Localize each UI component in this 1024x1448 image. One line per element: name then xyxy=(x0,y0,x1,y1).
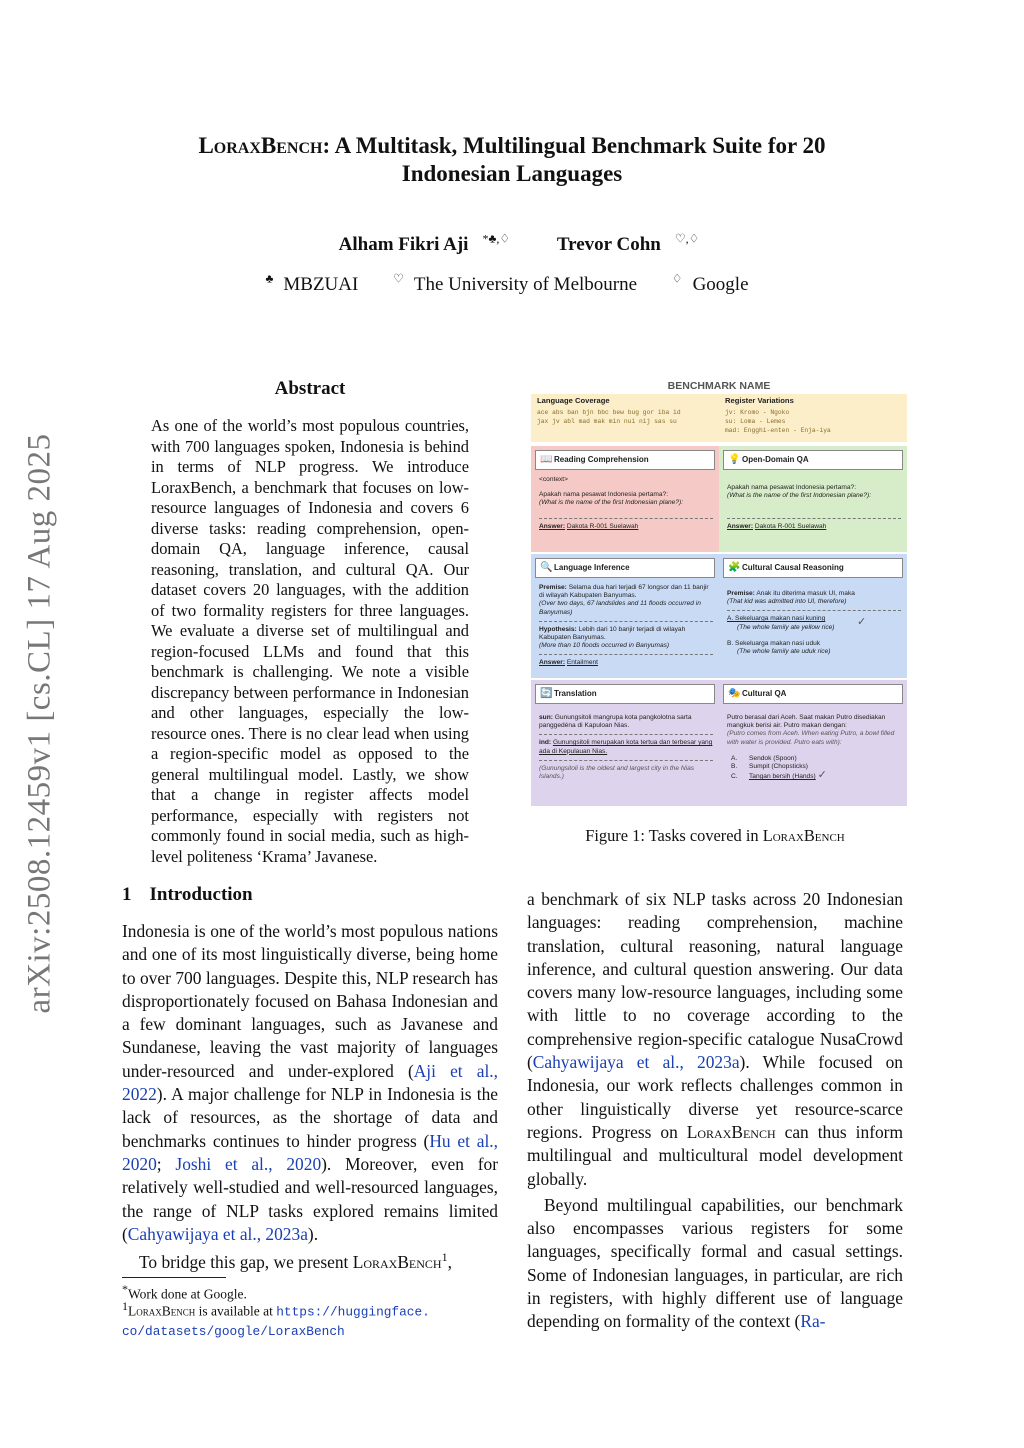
author-marks: ♡,♢ xyxy=(674,232,700,246)
puzzle-icon: 🧩 xyxy=(728,562,741,573)
footnote-text: Work done at Google. xyxy=(128,1286,247,1302)
footnote-mark: 1 xyxy=(122,1299,128,1313)
paper-title xyxy=(120,132,904,188)
arxiv-side-label: arXiv:2508.12459v1 [cs.CL] 17 Aug 2025 xyxy=(21,433,58,1014)
language-inference-title: Language Inference xyxy=(554,563,630,572)
li-premise: Selama dua hari terjadi 67 longsor dan 11 banjir di wilayah Kabupaten Banyumas. xyxy=(539,584,709,600)
cultural-causal-reasoning-panel xyxy=(719,554,907,678)
translation-title: Translation xyxy=(554,689,597,698)
affiliation xyxy=(672,274,759,295)
affiliation-name: Google xyxy=(692,274,749,296)
magnifier-icon: 🔍 xyxy=(540,562,553,573)
dataset-url-link[interactable]: https://huggingface. xyxy=(276,1304,430,1320)
intro-right-column xyxy=(527,888,903,1334)
cqa-option-value: Sumpit (Chopsticks) xyxy=(749,763,808,771)
book-icon: 📖 xyxy=(540,454,553,465)
li-answer-label: Answer: xyxy=(539,659,566,667)
text-run: ). Moreover, even for relatively well-studied and well-resourced languages, the range of NLP tasks explored remains limited ( xyxy=(122,1153,498,1244)
cqa-option-key: C. xyxy=(731,773,738,781)
abstract-text: As one of the world’s most populous countries, with 700 languages spoken, Indonesia is behind in terms of NLP progress. We introduce LoraxBench, a benchmark that focuses on low-resource languages of Indonesia and covers 6 diverse tasks: reading comprehension, open-domain QA, language inference, causal reasoning, translation, and cultural QA. Our dataset covers 20 languages, with the addition of two formality registers for three languages. We evaluate a diverse set of multilingual and region-focused LLMs and found that this benchmark is challenging. We note a visible discrepancy between performance in Indonesian and other languages, especially the low-resource ones. There is no clear lead when using a region-specific model as opposed to the general multilingual model. Lastly, we show that a change in register affects model performance, especially with registers not commonly found in social media, such as high-level politeness ‘Krama’ Javanese. xyxy=(151,416,469,866)
tr-ind: Gunungsitoli merupakan kota tertua dan terbesar yang ada di Kepulauan Nias. xyxy=(539,739,713,755)
intro-paragraph-2 xyxy=(122,1246,498,1274)
caption-text: Figure 1: Tasks covered in xyxy=(585,826,763,845)
rc-answer-label: Answer: xyxy=(539,522,566,530)
title-line-2: Indonesian Languages xyxy=(401,161,623,186)
coverage-line-1: ace abs ban bjn bbc bew bug gor iba id xyxy=(537,409,681,417)
affiliation xyxy=(266,274,369,295)
rc-question-en: (What is the name of the first Indonesian plane?): xyxy=(539,499,684,507)
affiliation-name: MBZUAI xyxy=(283,274,359,296)
tr-sun-label: sun: xyxy=(539,714,553,721)
open-domain-qa-header xyxy=(723,450,903,470)
tr-sun: Gunungsitoli mangrupa kota pangkolotna sarta panggedéna di Kapuloan Nias. xyxy=(539,714,692,730)
section-heading xyxy=(122,884,253,906)
author-list xyxy=(0,232,1024,256)
cultural-qa-panel xyxy=(719,680,907,806)
open-domain-qa-title: Open-Domain QA xyxy=(742,455,809,464)
text-run: ). xyxy=(307,1223,319,1244)
benchmark-name: LoraxBench xyxy=(128,1303,196,1319)
section-number: 1 xyxy=(122,884,132,905)
translation-panel xyxy=(531,680,719,806)
text-run: Indonesia is one of the world’s most populous nations and one of its most linguistically diverse, being home to over 700 languages. Despite this, NLP research has disproportionately focused on Bahasa Indonesian and a few dominant languages, such as Javanese and Sundanese, leaving the vast majority of languages under-resourced and under-explored ( xyxy=(122,921,498,1081)
intro-left-column xyxy=(122,920,498,1274)
affiliation-mark: ♢ xyxy=(671,272,683,286)
affiliation-mark: ♡ xyxy=(393,272,404,286)
cultural-qa-header xyxy=(723,684,903,704)
cultural-qa-title: Cultural QA xyxy=(742,689,787,698)
author xyxy=(543,234,700,255)
swap-icon: 🔄 xyxy=(540,688,553,699)
author-marks: *♣,♢ xyxy=(482,232,511,246)
li-answer: Entailment xyxy=(566,659,599,667)
coverage-title: Language Coverage xyxy=(537,396,610,405)
rc-answer: Dakota R-001 Suelawah xyxy=(566,522,639,530)
language-inference-panel xyxy=(531,554,719,678)
footnote-text: is available at xyxy=(195,1303,277,1319)
rc-context: <context> xyxy=(539,476,568,483)
language-coverage-panel xyxy=(531,394,719,442)
intro-paragraph-3 xyxy=(527,888,903,1191)
affiliation-name: The University of Melbourne xyxy=(413,274,638,296)
cqa-option-value: Sendok (Spoon) xyxy=(749,754,797,762)
language-inference-header xyxy=(535,558,715,578)
cqa-option-value: Tangan bersih (Hands) xyxy=(749,773,816,781)
cqa-option xyxy=(727,755,901,763)
author xyxy=(325,234,510,255)
li-hypothesis-label: Hypothesis: xyxy=(539,625,577,633)
figure-caption xyxy=(527,826,903,846)
li-premise-label: Premise: xyxy=(539,584,567,591)
open-domain-qa-panel xyxy=(719,446,907,552)
ccr-premise-en: (That kid was admitted into UI, therefore) xyxy=(727,598,847,606)
citation-link[interactable]: Cahyawijaya et al., 2023a xyxy=(532,1052,740,1073)
citation-link[interactable]: Hu et al., 2020 xyxy=(122,1130,498,1174)
affiliation-list xyxy=(0,272,1024,296)
cqa-question: Putro berasal dari Aceh. Saat makan Putro disediakan mangkuk berisi air. Putro makan dengan: xyxy=(727,714,886,730)
citation-link[interactable]: Joshi et al., 2020 xyxy=(175,1153,322,1174)
footnote-marker[interactable]: 1 xyxy=(441,1250,448,1265)
text-run: ). A major challenge for NLP in Indonesia is the lack of resources, as the shortage of data and benchmarks continues to hinder progress ( xyxy=(122,1084,498,1151)
text-run: , xyxy=(447,1251,452,1272)
tr-ind-label: ind: xyxy=(539,739,552,747)
affiliation-mark: ♣ xyxy=(265,272,274,286)
section-title: Introduction xyxy=(149,884,253,905)
translation-header xyxy=(535,684,715,704)
citation-link[interactable]: Ra- xyxy=(800,1311,826,1332)
li-hypothesis-en: (More than 10 floods occurred in Banyumas) xyxy=(539,642,670,650)
text-run: ). While focused on Indonesia, our work reflects challenges common in other linguistically diverse yet resource-scarce regions. Progress on xyxy=(527,1052,903,1142)
tr-en: (Gunungsitoli is the oldest and largest city in the Nias Islands.) xyxy=(539,764,695,781)
lightbulb-icon: 💡 xyxy=(728,454,741,465)
odqa-answer: Dakota R-001 Suelawah xyxy=(754,523,827,531)
footnote-rule xyxy=(122,1277,226,1278)
odqa-question: Apakah nama pesawat Indonesia pertama?: xyxy=(727,484,857,491)
cqa-option-key: A. xyxy=(731,754,738,762)
odqa-question-en: (What is the name of the first Indonesian plane?): xyxy=(727,492,872,500)
reading-comprehension-title: Reading Comprehension xyxy=(554,455,649,464)
li-hypothesis: Lebih dari 10 banjir terjadi di wilayah Kabupaten Banyumas. xyxy=(539,625,686,642)
citation-link[interactable]: Cahyawijaya et al., 2023a xyxy=(127,1223,308,1244)
checkmark-icon: ✓ xyxy=(857,615,867,628)
li-premise-en: (Over two days, 67 landslides and 11 floods occurred in Banyumas) xyxy=(539,600,701,616)
text-run: To bridge this gap, we present xyxy=(139,1251,353,1272)
ccr-option-a-en: (The whole family ate yellow rice) xyxy=(737,623,835,631)
reading-comprehension-panel xyxy=(531,446,719,552)
cqa-question-en: (Putro comes from Aceh. When eating Putro, a bowl filled with water is provided. Putro eats with): xyxy=(727,730,895,746)
citation-link[interactable]: Aji et al., 2022 xyxy=(122,1060,498,1105)
dataset-url-link[interactable]: co/datasets/google/LoraxBench xyxy=(122,1323,345,1339)
reading-comprehension-header xyxy=(535,450,715,470)
ccr-option-b: B. Sekeluarga makan nasi uduk xyxy=(727,639,821,647)
affiliation xyxy=(393,274,647,295)
rc-question: Apakah nama pesawat Indonesia pertama?: xyxy=(539,491,669,499)
ccr-option-a: A. Sekeluarga makan nasi kuning xyxy=(727,615,826,623)
text-run: can thus inform multilingual and multicultural model development globally. xyxy=(527,1121,903,1189)
ccr-premise-label: Premise: xyxy=(727,590,755,597)
text-run: a benchmark of six NLP tasks across 20 Indonesian languages: reading comprehension, machine translation, cultural reasoning, natural language inference, and cultural question answering. Our data covers many low-resource languages, including some with little to no coverage according to the comprehensive region-specific catalogue NusaCrowd ( xyxy=(527,889,903,1073)
coverage-line-2: jax jv abl mad mak min nui nij sas su xyxy=(537,418,677,426)
text-run: Beyond multilingual capabilities, our benchmark also encompasses various registers for some languages, specifically formal and casual settings. Some of Indonesian languages, in particular, are rich in registers, with highly different use of language depending on formality of the context ( xyxy=(527,1194,903,1332)
figure-1 xyxy=(531,394,907,806)
register-variations-panel xyxy=(719,394,907,442)
cultural-causal-reasoning-title: Cultural Causal Reasoning xyxy=(742,563,844,572)
register-line-1: jv: Kromo - Ngoko xyxy=(725,409,790,417)
caption-benchmark-name: LoraxBench xyxy=(762,826,845,845)
registers-title: Register Variations xyxy=(725,396,794,405)
abstract-heading: Abstract xyxy=(274,378,346,399)
cqa-option-key: B. xyxy=(731,763,738,771)
title-benchmark-name: LoraxBench xyxy=(198,133,323,158)
text-run: ; xyxy=(156,1153,176,1174)
title-rest: : A Multitask, Multilingual Benchmark Suite for 20 xyxy=(322,133,826,158)
odqa-answer-label: Answer: xyxy=(727,523,754,531)
checkmark-icon: ✓ xyxy=(817,769,827,782)
figure-header: BENCHMARK NAME xyxy=(667,380,771,392)
register-line-2: su: Loma - Lemes xyxy=(725,418,786,426)
cqa-option xyxy=(727,763,901,771)
ccr-option-b-en: (The whole family ate uduk rice) xyxy=(737,648,831,656)
author-name: Alham Fikri Aji xyxy=(338,234,469,256)
masks-icon: 🎭 xyxy=(728,688,741,699)
benchmark-name: LoraxBench xyxy=(686,1121,776,1142)
intro-paragraph-4 xyxy=(527,1194,903,1334)
cqa-option xyxy=(727,771,901,781)
footnote-2 xyxy=(122,1297,512,1341)
intro-paragraph-1 xyxy=(122,920,498,1246)
register-line-3: mad: Engghi-enten - Enja-iya xyxy=(725,427,831,435)
author-name: Trevor Cohn xyxy=(556,234,661,256)
ccr-premise: Anak itu diterima masuk UI, maka xyxy=(756,590,855,597)
benchmark-name: LoraxBench xyxy=(352,1251,442,1272)
footnote-mark: * xyxy=(122,1282,128,1296)
cultural-causal-reasoning-header xyxy=(723,558,903,578)
